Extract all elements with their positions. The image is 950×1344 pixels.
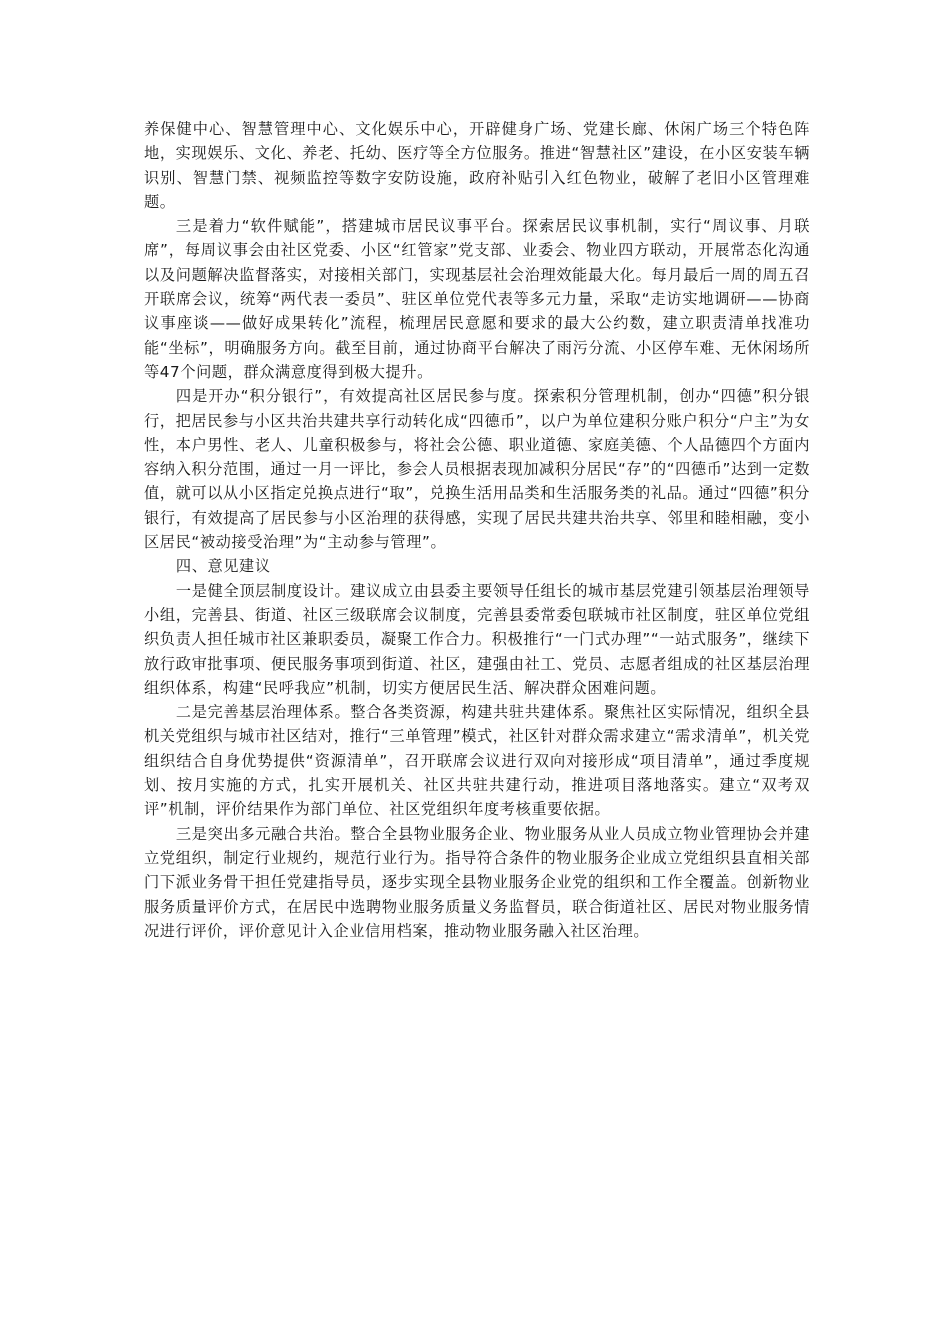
paragraph-software-empowerment: 三是着力“软件赋能”，搭建城市居民议事平台。探索居民议事机制，实行“周议事、月联席”，每周议事会由社区党委、小区“红管家”党支部、业委会、物业四方联动，开展常态化沟通以及问题解决监督落实，对接相关部门，实现基层社会治理效能最大化。每月最后一周的周五召开联席会议，统筹“两代表一委员”、驻区单位党代表等多元力量，采取“走访实地调研——协商议事座谈——做好成果转化”流程，梳理居民意愿和要求的最大公约数，建立职责清单找准功能“坐标”，明确服务方向。截至目前，通过协商平台解决了雨污分流、小区停车难、无休闲场所等47个问题，群众满意度得到极大提升。 [144,217,810,381]
paragraph-points-bank: 四是开办“积分银行”，有效提高社区居民参与度。探索积分管理机制，创办“四德”积分银行，把居民参与小区共治共建共享行动转化成“四德币”，以户为单位建积分账户积分“户主”为女性，本户男性、老人、儿童积极参与，将社会公德、职业道德、家庭美德、个人品德四个方面内容纳入积分范围，通过一月一评比，参会人员根据表现加减积分居民“存”的“四德币”达到一定数值，就可以从小区指定兑换点进行“取”，兑换生活用品类和生活服务类的礼品。通过“四德”积分银行，有效提高了居民参与小区治理的获得感，实现了居民共建共治共享、邻里和睦相融，变小区居民“被动接受治理”为“主动参与管理”。 [144,387,810,552]
paragraph-multi-governance: 三是突出多元融合共治。整合全县物业服务企业、物业服务从业人员成立物业管理协会并建立党组织，制定行业规约，规范行业行为。指导符合条件的物业服务企业成立党组织县直相关部门下派业务骨干担任党建指导员，逐步实现全县物业服务企业党的组织和工作全覆盖。创新物业服务质量评价方式，在居民中选聘物业服务质量义务监督员，联合街道社区、居民对物业服务情况进行评价，评价意见计入企业信用档案，推动物业服务融入社区治理。 [144,824,810,940]
paragraph-continuation: 养保健中心、智慧管理中心、文化娱乐中心，开辟健身广场、党建长廊、休闲广场三个特色阵地，实现娱乐、文化、养老、托幼、医疗等全方位服务。推进“智慧社区”建设，在小区安装车辆识别、智慧门禁、视频监控等数字安防设施，政府补贴引入红色物业，破解了老旧小区管理难题。 [144,120,810,211]
document-page [144,117,810,943]
paragraph-governance-system: 二是完善基层治理体系。整合各类资源，构建共驻共建体系。聚焦社区实际情况，组织全县机关党组织与城市社区结对，推行“三单管理”模式，社区针对群众需求建立“需求清单”，机关党组织结合自身优势提供“资源清单”，召开联席会议进行双向对接形成“项目清单”，通过季度规划、按月实施的方式，扎实开展机关、社区共驻共建行动，推进项目落地落实。建立“双考双评”机制，评价结果作为部门单位、社区党组织年度考核重要依据。 [144,703,810,819]
paragraph-top-level-design: 一是健全顶层制度设计。建议成立由县委主要领导任组长的城市基层党建引领基层治理领导小组，完善县、街道、社区三级联席会议制度，完善县委常委包联城市社区制度，驻区单位党组织负责人担任城市社区兼职委员，凝聚工作合力。积极推行“一门式办理”“一站式服务”，继续下放行政审批事项、便民服务事项到街道、社区，建强由社工、党员、志愿者组成的社区基层治理组织体系，构建“民呼我应”机制，切实方便居民生活、解决群众困难问题。 [144,581,810,697]
section-heading-suggestions: 四、意见建议 [175,557,271,576]
